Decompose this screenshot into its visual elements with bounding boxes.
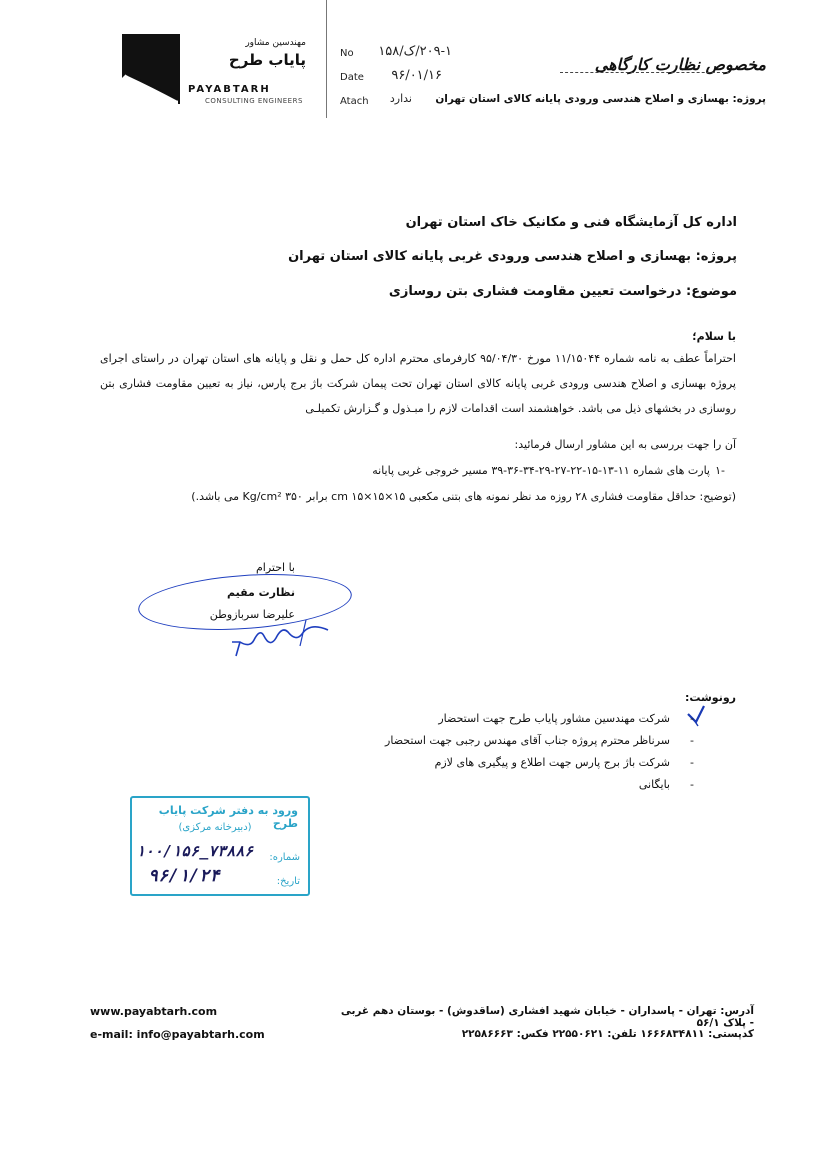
stamp-subheading: (دبیرخانه مرکزی) [178, 822, 252, 833]
copy-dash: - [690, 712, 694, 725]
body-paragraph: احتراماً عطف به نامه شماره ۱۱/۱۵۰۴۴ مورخ ۹۵/۰۴/۳۰ کارفرمای محترم اداره کل حمل و نقل و پایانه های استان تهران در راستای اجرای پروژه بهسازی و اصلاح هندسی ورودی غربی پایانه کالای استان تهران تحت پیمان شرکت باژ برج پارس، نیاز به تعیین مقاومت فشاری بتن روسازی در بخشهای ذیل می باشد. خواهشمند است اقدامات لازم را مبـذول و گـزارش تکمیلـی [100, 352, 736, 415]
logo-english-subtitle: CONSULTING ENGINEERS [205, 97, 303, 105]
logo-persian-subtitle: مهندسین مشاور [245, 38, 306, 48]
stamp-date-label: تاریخ: [276, 876, 300, 887]
body-paragraph-last-line: آن را جهت بررسی به این مشاور ارسال فرمائید: [514, 438, 736, 451]
signature-name: علیرضا سربازوطن [209, 608, 295, 621]
received-stamp [130, 796, 310, 896]
subject-line: موضوع: درخواست تعیین مقاومت فشاری بتن روسازی [388, 284, 737, 299]
copy-item: بایگانی [638, 778, 670, 791]
attach-label: Atach [340, 96, 369, 107]
header-divider [326, 0, 327, 118]
footer-address: آدرس: تهران - پاسداران - خیابان شهید افشاری (ساقدوش) - بوستان دهم غربی - پلاک ۵۶/۱ [340, 1005, 754, 1029]
recipient: اداره کل آزمایشگاه فنی و مکانیک خاک استان تهران [405, 215, 737, 230]
list-item: پارت های شماره ۱۱-۱۳-۱۵-۲۲-۲۷-۲۹-۳۴-۳۶-۳۹ مسیر خروجی غربی پایانه [372, 464, 710, 477]
copy-item: سرناظر محترم پروژه جناب آقای مهندس رجبی جهت استحضار [385, 734, 670, 747]
copies-title: رونوشت: [684, 691, 736, 704]
no-value: ۲۰۹-۱/ک/۱۵۸ [378, 44, 452, 59]
greeting: با سلام؛ [692, 330, 736, 343]
footer-email[interactable]: e-mail: info@payabtarh.com [90, 1028, 265, 1041]
copy-dash: - [690, 734, 694, 747]
logo-english-name: PAYABTARH [188, 84, 271, 95]
date-label: Date [340, 72, 364, 83]
no-label: No [340, 48, 354, 59]
project-title: پروژه: بهسازی و اصلاح هندسی ورودی غربی پایانه کالای استان تهران [288, 249, 737, 264]
copy-dash: - [690, 778, 694, 791]
copy-item: شرکت باژ برج پارس جهت اطلاع و پیگیری های لازم [434, 756, 670, 769]
stamp-number-value: ۱۰۰/۱۵۶_۷۳۸۸۶ [136, 842, 254, 860]
special-title: مخصوص نظارت کارگاهی [594, 55, 766, 74]
logo-persian-name: پایاب طرح [228, 51, 306, 69]
footer-website[interactable]: www.payabtarh.com [90, 1005, 218, 1018]
copy-item: شرکت مهندسین مشاور پایاب طرح جهت استحضار [438, 712, 670, 725]
handwritten-signature [210, 612, 330, 657]
stamp-date-value: ۹۶/۱/۲۴ [148, 866, 220, 886]
signature-closing: با احترام [255, 561, 295, 574]
date-value: ۹۶/۰۱/۱۶ [391, 68, 442, 83]
copy-dash: - [690, 756, 694, 769]
technical-note: (توضیح: حداقل مقاومت فشاری ۲۸ روزه مد نظر نمونه های بتنی مکعبی ۱۵×۱۵×۱۵ cm برابر ۳۵۰ Kg/cm² می باشد.) [191, 490, 736, 503]
signature-title: نظارت مقیم [226, 586, 295, 599]
attach-value: ندارد [389, 92, 412, 105]
header-project-line: پروژه: بهسازی و اصلاح هندسی ورودی پایانه کالای استان تهران [435, 93, 766, 105]
stamp-number-label: شماره: [269, 852, 300, 863]
footer-phones: کدپستی: ۱۶۶۶۸۳۴۸۱۱ تلفن: ۲۲۵۵۰۶۲۱ فکس: ۲۲۵۸۶۶۶۳ [461, 1028, 754, 1040]
stamp-heading: ورود به دفتر شرکت پایاب طرح [158, 804, 298, 830]
company-logo [122, 34, 180, 104]
special-title-underline [560, 72, 730, 73]
logo-mark-icon [122, 34, 180, 104]
list-item-number: ۱- [715, 464, 725, 477]
